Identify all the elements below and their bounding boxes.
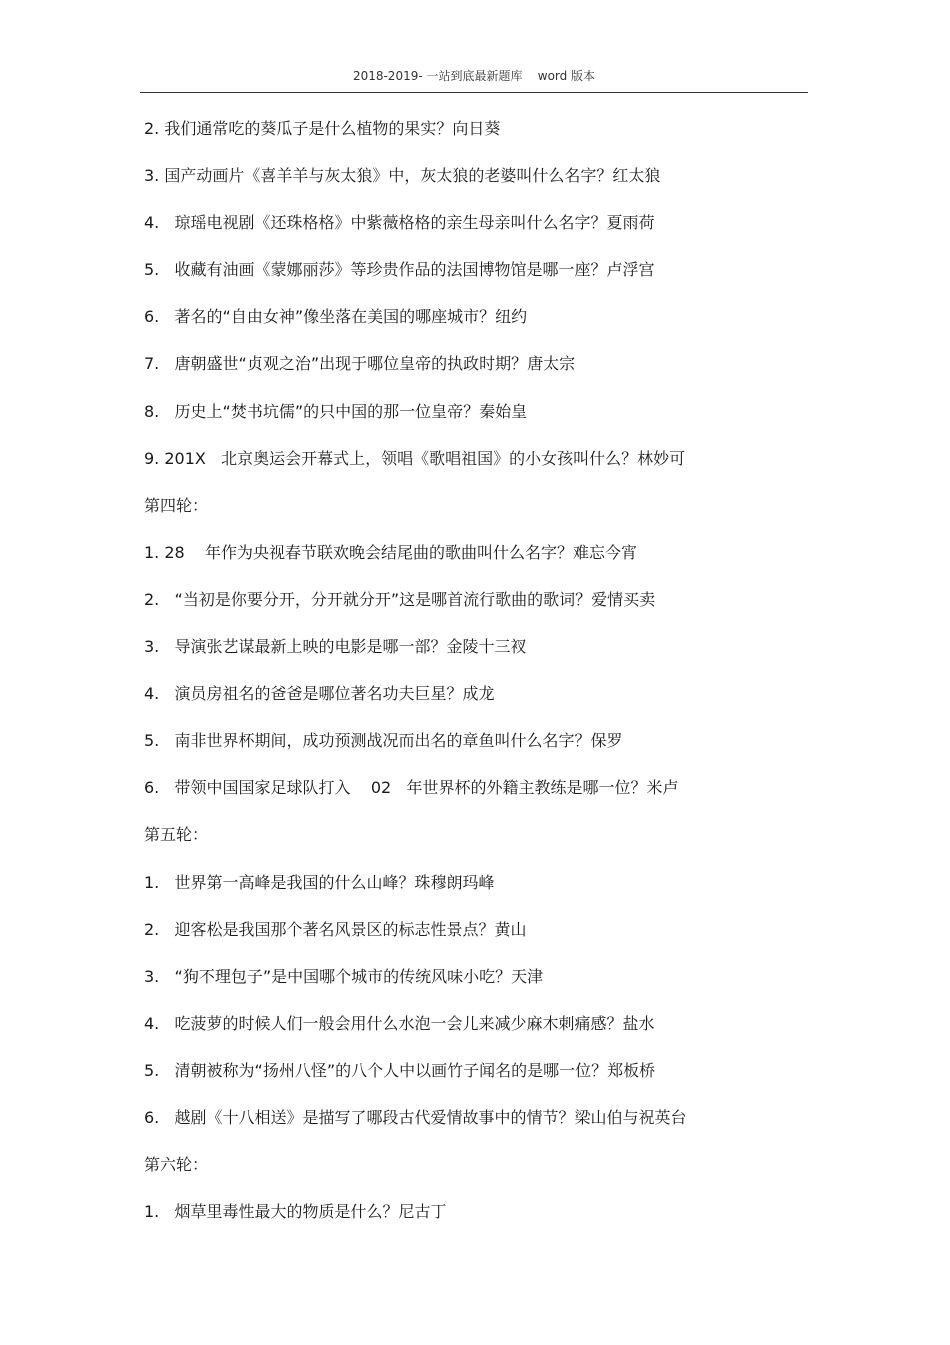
question-line: 1. 烟草里毒性最大的物质是什么？尼古丁 [144, 1202, 447, 1222]
question-line: 5. 收藏有油画《蒙娜丽莎》等珍贵作品的法国博物馆是哪一座？卢浮宫 [144, 260, 655, 280]
question-line: 4. 琼瑶电视剧《还珠格格》中紫薇格格的亲生母亲叫什么名字？夏雨荷 [144, 213, 655, 233]
question-line: 5. 清朝被称为“扬州八怪”的八个人中以画竹子闻名的是哪一位？郑板桥 [144, 1060, 656, 1080]
round-heading: 第五轮： [144, 825, 209, 845]
question-line: 2. 迎客松是我国那个著名风景区的标志性景点？黄山 [144, 919, 527, 939]
question-line: 8. 历史上“焚书坑儒”的只中国的那一位皇帝？秦始皇 [144, 401, 528, 421]
question-line: 6. 越剧《十八相送》是描写了哪段古代爱情故事中的情节？梁山伯与祝英台 [144, 1107, 687, 1127]
question-line: 6. 著名的“自由女神”像坐落在美国的哪座城市？纽约 [144, 307, 528, 327]
question-line: 5. 南非世界杯期间，成功预测战况而出名的章鱼叫什么名字？保罗 [144, 731, 623, 751]
question-line: 7. 唐朝盛世“贞观之治”出现于哪位皇帝的执政时期？唐太宗 [144, 354, 576, 374]
question-line: 2. “当初是你要分开，分开就分开”这是哪首流行歌曲的歌词？爱情买卖 [144, 589, 656, 609]
question-line: 9. 201X 北京奥运会开幕式上，领唱《歌唱祖国》的小女孩叫什么？林妙可 [144, 448, 686, 468]
question-line: 3. 导演张艺谋最新上映的电影是哪一部？金陵十三衩 [144, 637, 527, 657]
question-line: 1. 世界第一高峰是我国的什么山峰？珠穆朗玛峰 [144, 872, 495, 892]
question-line: 2. 我们通常吃的葵瓜子是什么植物的果实？向日葵 [144, 119, 501, 138]
document-body [144, 116, 804, 1246]
round-heading: 第四轮： [144, 495, 209, 515]
round-heading: 第六轮： [144, 1155, 209, 1175]
question-line: 1. 28 年作为央视春节联欢晚会结尾曲的歌曲叫什么名字？难忘今宵 [144, 542, 638, 562]
header-title: 2018-2019- 一站到底最新题库 word 版本 [352, 69, 596, 83]
question-line: 4. 吃菠萝的时候人们一般会用什么水泡一会儿来减少麻木刺痛感？盐水 [144, 1013, 655, 1033]
question-line: 6. 带领中国国家足球队打入 02 年世界杯的外籍主教练是哪一位？米卢 [144, 778, 679, 798]
page-header [140, 66, 808, 93]
question-line: 3. “狗不理包子”是中国哪个城市的传统风味小吃？天津 [144, 966, 544, 986]
question-line: 3. 国产动画片《喜羊羊与灰太狼》中，灰太狼的老婆叫什么名字？红太狼 [144, 166, 661, 186]
question-line: 4. 演员房祖名的爸爸是哪位著名功夫巨星？成龙 [144, 684, 495, 704]
